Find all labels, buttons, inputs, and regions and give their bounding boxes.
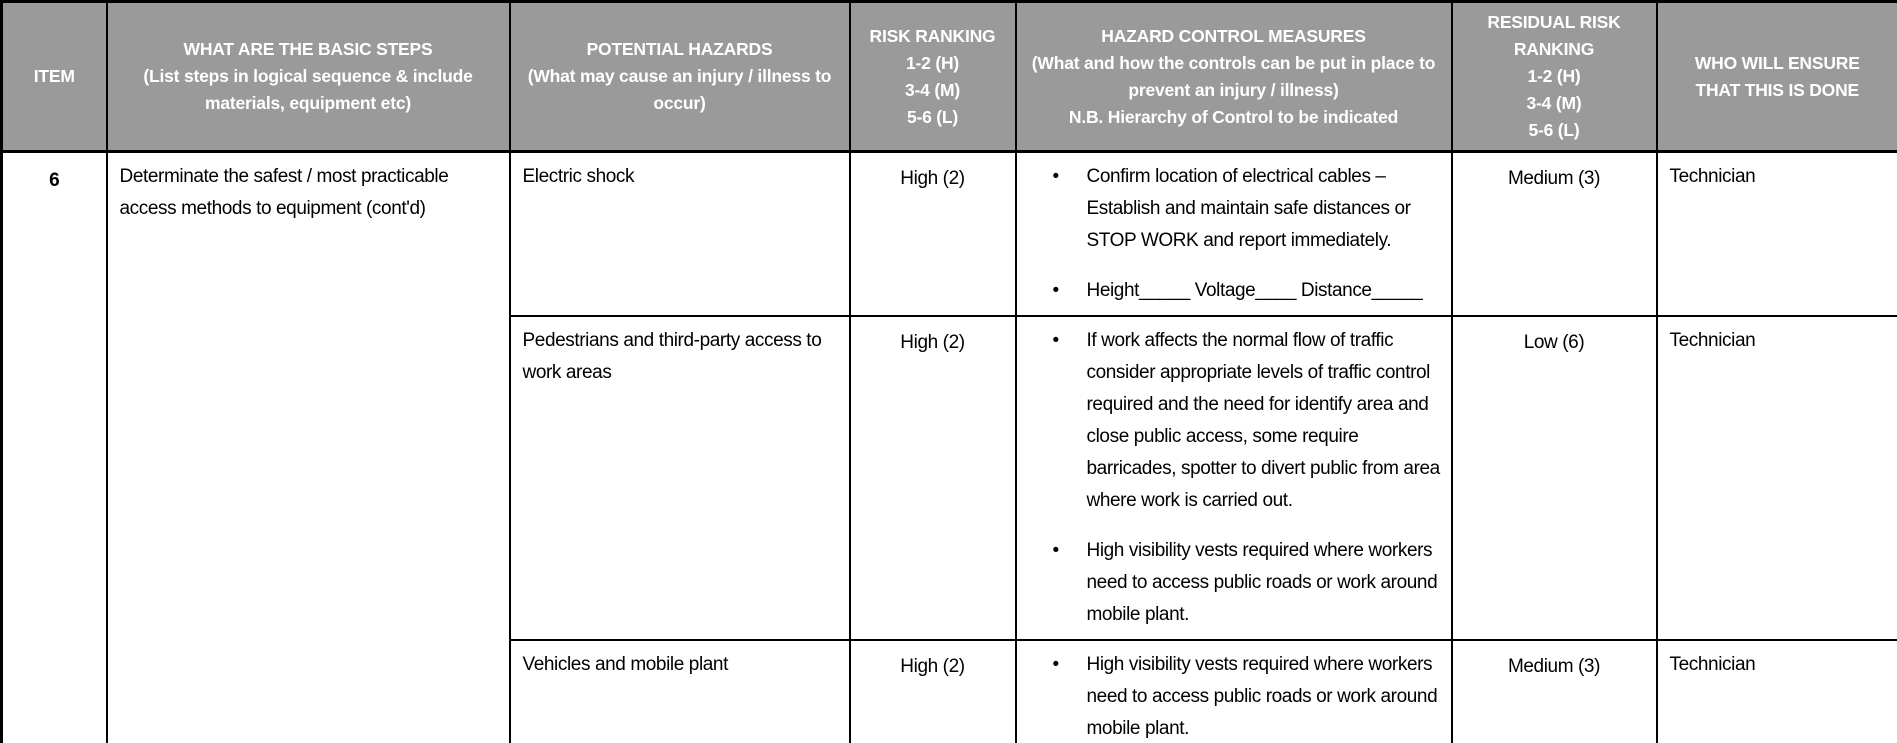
bullet-icon: •	[1052, 280, 1059, 301]
column-header-item-label: ITEM	[33, 66, 75, 86]
column-header-potential-hazards	[510, 2, 850, 152]
column-header-risk-ranking-title: RISK RANKING	[869, 25, 996, 46]
bullet-icon: •	[1052, 166, 1059, 187]
hazard-cell: Vehicles and mobile plant	[510, 640, 850, 743]
responsible-cell: Technician	[1657, 152, 1897, 317]
column-header-basic-steps	[107, 2, 510, 152]
column-header-residual-risk-title: RESIDUAL RISK RANKING	[1487, 12, 1621, 59]
column-header-hazard-controls-note: N.B. Hierarchy of Control to be indicated	[1068, 106, 1399, 127]
residual-risk-scale-low: 5-6 (L)	[1528, 120, 1580, 140]
column-header-item	[2, 2, 107, 152]
control-measure-item	[1027, 161, 1443, 257]
control-measures-cell	[1016, 152, 1452, 317]
control-measure-item	[1027, 649, 1443, 743]
column-header-basic-steps-title: WHAT ARE THE BASIC STEPS	[183, 39, 433, 59]
hazard-cell: Electric shock	[510, 152, 850, 317]
risk-ranking-scale-medium: 3-4 (M)	[905, 79, 960, 100]
column-header-hazard-controls	[1016, 2, 1452, 152]
control-measure-item	[1027, 535, 1443, 631]
column-header-responsible-label: WHO WILL ENSURE THAT THIS IS DONE	[1694, 52, 1860, 100]
column-header-responsible	[1657, 2, 1897, 152]
responsible-cell: Technician	[1657, 316, 1897, 640]
bullet-icon: •	[1052, 540, 1059, 561]
bullet-icon: •	[1052, 330, 1059, 351]
control-measure-text: High visibility vests required where workers need to access public roads or work around mobile plant.	[1086, 654, 1438, 739]
bullet-icon: •	[1052, 654, 1059, 675]
control-measure-text: High visibility vests required where workers need to access public roads or work around mobile plant.	[1086, 540, 1438, 625]
responsible-cell: Technician	[1657, 640, 1897, 743]
column-header-hazard-controls-title: HAZARD CONTROL MEASURES	[1101, 25, 1366, 46]
risk-ranking-cell: High (2)	[850, 152, 1016, 317]
column-header-potential-hazards-title: POTENTIAL HAZARDS	[586, 39, 773, 59]
risk-ranking-scale-low: 5-6 (L)	[906, 106, 959, 127]
residual-risk-scale-high: 1-2 (H)	[1527, 66, 1581, 86]
basic-step-cell: Determinate the safest / most practicable access methods to equipment (cont'd)	[107, 152, 510, 743]
residual-risk-cell: Medium (3)	[1452, 152, 1657, 317]
control-measures-cell	[1016, 640, 1452, 743]
column-header-hazard-controls-subtitle: (What and how the controls can be put in place to prevent an injury / illness)	[1031, 52, 1436, 100]
control-measure-text: Height_____ Voltage____ Distance_____	[1086, 280, 1423, 301]
residual-risk-cell: Medium (3)	[1452, 640, 1657, 743]
column-header-residual-risk	[1452, 2, 1657, 152]
risk-ranking-cell: High (2)	[850, 316, 1016, 640]
risk-ranking-cell: High (2)	[850, 640, 1016, 743]
control-measure-text: Confirm location of electrical cables – Establish and maintain safe distances or STOP WORK and report immediately.	[1086, 166, 1411, 251]
item-number-cell: 6	[2, 152, 107, 743]
residual-risk-cell: Low (6)	[1452, 316, 1657, 640]
hazard-cell: Pedestrians and third-party access to work areas	[510, 316, 850, 640]
control-measure-text: If work affects the normal flow of traffic consider appropriate levels of traffic control required and the need for identify area and close public access, some require barricades, spotter to divert public from area where work is carried out.	[1086, 330, 1440, 511]
column-header-risk-ranking	[850, 2, 1016, 152]
column-header-potential-hazards-subtitle: (What may cause an injury / illness to occur)	[527, 66, 832, 113]
hazard-row-electric-shock	[2, 152, 1897, 317]
control-measure-item	[1027, 325, 1443, 517]
header-row	[2, 2, 1897, 152]
control-measure-item	[1027, 275, 1443, 307]
control-measures-cell	[1016, 316, 1452, 640]
risk-ranking-scale-high: 1-2 (H)	[905, 52, 960, 73]
residual-risk-scale-medium: 3-4 (M)	[1526, 93, 1582, 113]
column-header-basic-steps-subtitle: (List steps in logical sequence & include materials, equipment etc)	[143, 66, 473, 113]
